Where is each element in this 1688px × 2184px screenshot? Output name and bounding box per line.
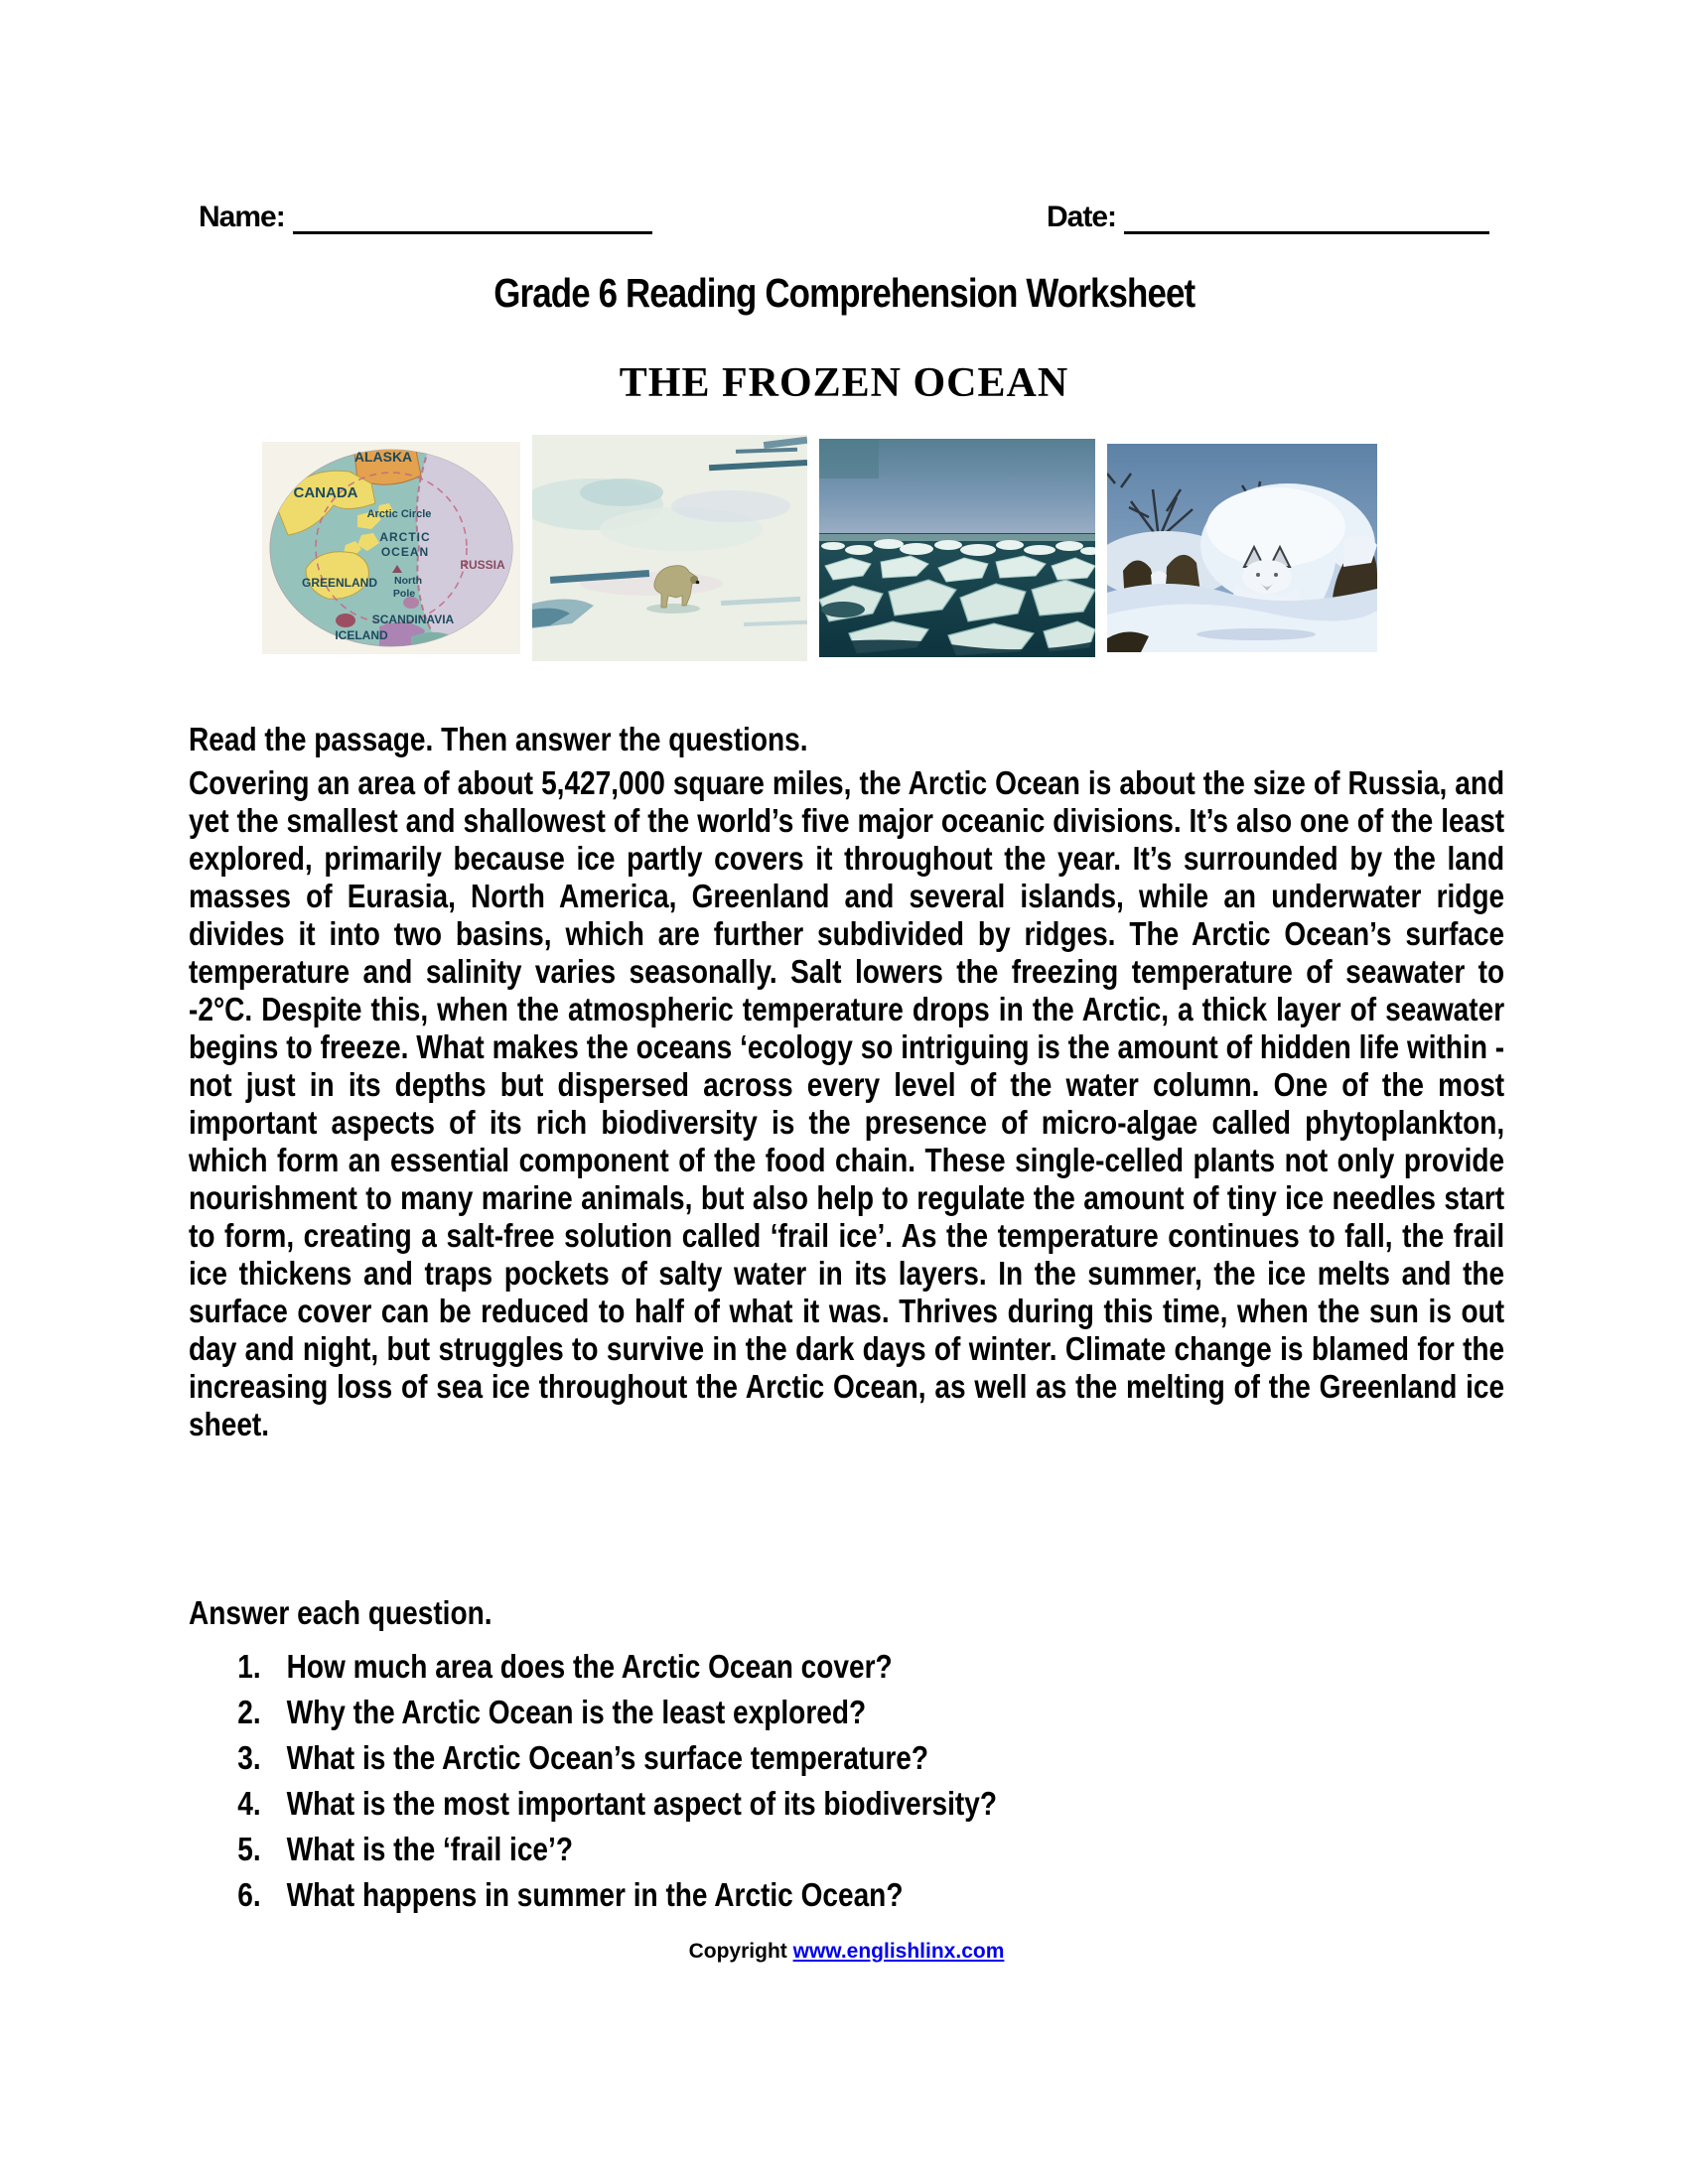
question-number: 2. [237, 1694, 261, 1730]
arctic-map-image [262, 442, 520, 654]
instructions-line: Read the passage. Then answer the questions. [189, 721, 808, 757]
question-text: How much area does the Arctic Ocean cover? [286, 1648, 893, 1685]
name-field [199, 201, 652, 234]
question-item [189, 1876, 1504, 1914]
map-label-alaska: ALASKA [353, 449, 413, 465]
map-label-north: North [394, 575, 422, 587]
name-date-row [199, 201, 1489, 234]
map-label-iceland: ICELAND [335, 628, 388, 642]
ice-floes-photo [819, 439, 1095, 657]
copyright-label: Copyright [688, 1940, 787, 1963]
arctic-fox-photo [1107, 444, 1377, 652]
question-number: 4. [237, 1785, 261, 1822]
question-item [189, 1694, 1504, 1731]
polar-bear-photo [532, 435, 807, 661]
question-number: 6. [237, 1876, 261, 1913]
question-text: What happens in summer in the Arctic Ocean? [286, 1876, 904, 1913]
map-label-arctic-circle: Arctic Circle [366, 508, 432, 520]
question-text: What is the Arctic Ocean’s surface temperature? [286, 1739, 928, 1776]
date-field [1047, 201, 1489, 234]
name-blank-line [293, 204, 652, 234]
question-item [189, 1648, 1504, 1686]
footer [189, 1940, 1504, 1964]
date-blank-line [1124, 204, 1489, 234]
map-label-pole: Pole [392, 588, 416, 600]
passage-text: Covering an area of about 5,427,000 square miles, the Arctic Ocean is about the size of Russia, and yet the smallest and shallowest of the world’s five major oceanic divisions. It’s also one of the least explored, primarily because ice partly covers it throughout the year. It’s surrounded by the land masses of Eurasia, North America, Greenland and several islands, while an underwater ridge divides it into two basins, which are further subdivided by ridges. The Arctic Ocean’s surface temperature and salinity varies seasonally. Salt lowers the freezing temperature of seawater to -2°C. Despite this, when the atmospheric temperature drops in the Arctic, a thick layer of seawater begins to freeze. What makes the oceans ‘ecology so intriguing is the amount of hidden life within - not just in its depths but dispersed across every level of the water column. One of the most important aspects of its rich biodiversity is the presence of micro-algae called phytoplankton, which form an essential component of the food chain. These single-celled plants not only provide nourishment to many marine animals, but also help to regulate the amount of tiny ice needles start to form, creating a salt-free solution called ‘frail ice’. As the temperature continues to fall, the frail ice thickens and traps pockets of salty water in its layers. In the summer, the ice melts and the surface cover can be reduced to half of what it was. Thrives during this time, when the sun is out day and night, but struggles to survive in the dark days of winter. Climate change is blamed for the increasing loss of sea ice throughout the Arctic Ocean, as well as the melting of the Greenland ice sheet. [189, 764, 1505, 1442]
photo-strip [262, 435, 1377, 661]
question-text: What is the ‘frail ice’? [286, 1831, 573, 1867]
map-label-ocean: OCEAN [380, 545, 430, 559]
question-list [189, 1648, 1688, 1922]
map-label-canada: CANADA [293, 484, 358, 501]
map-label-russia: RUSSIA [460, 558, 505, 572]
question-number: 3. [237, 1739, 261, 1776]
name-label: Name: [199, 201, 285, 233]
page-title: Grade 6 Reading Comprehension Worksheet [493, 270, 1195, 316]
date-label: Date: [1046, 201, 1116, 233]
englishlinx-link[interactable]: www.englishlinx.com [792, 1940, 1005, 1963]
passage-title: THE FROZEN OCEAN [619, 360, 1069, 406]
map-label-greenland: GREENLAND [301, 576, 378, 590]
question-text: Why the Arctic Ocean is the least explored? [286, 1694, 867, 1730]
answer-heading: Answer each question. [189, 1594, 492, 1631]
map-label-arctic: ARCTIC [379, 530, 431, 544]
map-label-scandinavia: SCANDINAVIA [371, 613, 455, 626]
question-number: 1. [237, 1648, 261, 1685]
question-text: What is the most important aspect of its biodiversity? [286, 1785, 997, 1822]
question-item [189, 1831, 1504, 1868]
question-item [189, 1785, 1504, 1823]
question-number: 5. [237, 1831, 261, 1867]
question-item [189, 1739, 1504, 1777]
